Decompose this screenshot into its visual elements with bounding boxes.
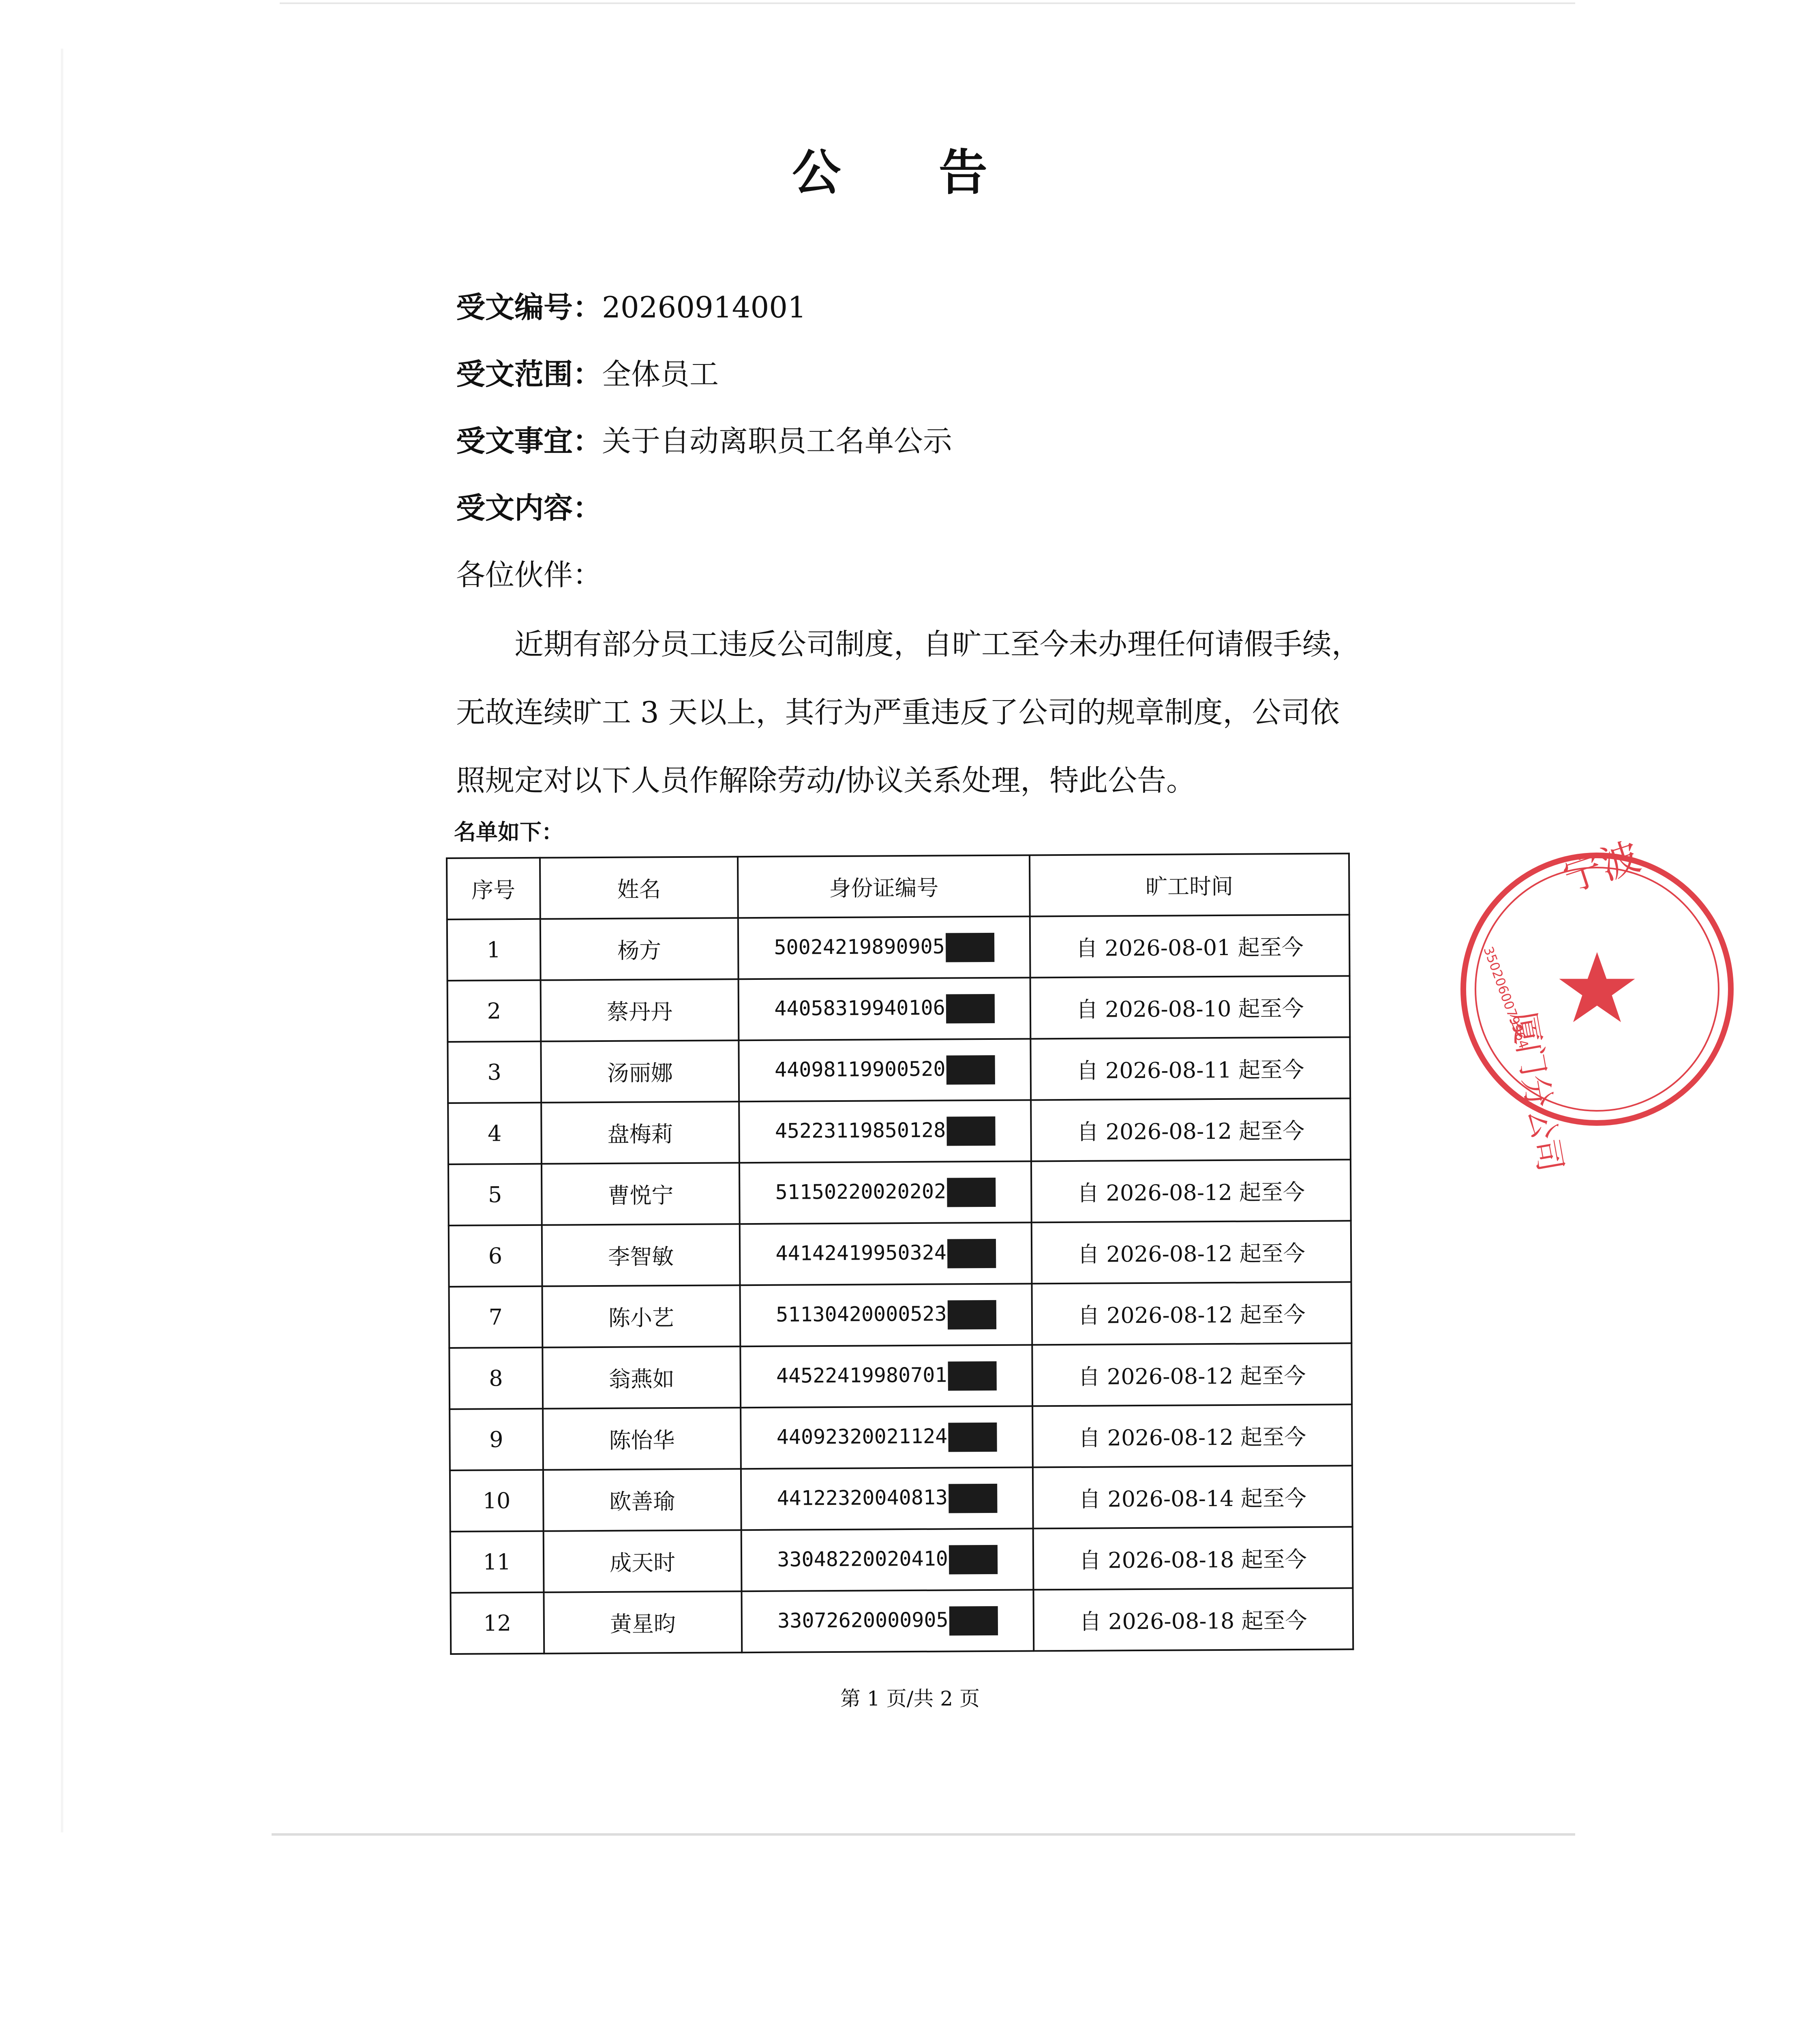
cell-no-text: 8 bbox=[489, 1365, 503, 1391]
paragraph-line: 近期有部分员工违反公司制度，自旷工至今未办理任何请假手续， bbox=[514, 627, 1361, 661]
cell-period bbox=[1032, 1282, 1351, 1345]
cell-name-text: 李智敏 bbox=[608, 1244, 674, 1270]
cell-id-text: 45223119850128 bbox=[775, 1118, 946, 1143]
cell-id bbox=[741, 1406, 1033, 1469]
cell-id bbox=[739, 1039, 1031, 1101]
cell-name-text: 盘梅莉 bbox=[607, 1121, 673, 1147]
cell-id-text: 44142419950324 bbox=[775, 1241, 947, 1265]
cell-name-text: 翁燕如 bbox=[608, 1366, 674, 1392]
cell-period bbox=[1032, 1343, 1352, 1406]
redaction-block bbox=[948, 1422, 997, 1452]
cell-no bbox=[449, 1225, 542, 1287]
doc-subject-label: 受文事宜： bbox=[456, 424, 602, 458]
employee-table bbox=[446, 853, 1354, 1655]
paragraph-line: 无故连续旷工 3 天以上，其行为严重违反了公司的规章制度，公司依 bbox=[456, 695, 1340, 729]
doc-number-row bbox=[456, 284, 806, 326]
paragraph-line: 照规定对以下人员作解除劳动/协议关系处理，特此公告。 bbox=[456, 763, 1196, 797]
table-row bbox=[450, 1588, 1353, 1654]
cell-name bbox=[542, 1163, 740, 1225]
cell-period-text: 自 2026-08-12 起至今 bbox=[1077, 1301, 1306, 1328]
cell-name bbox=[543, 1530, 742, 1592]
cell-period bbox=[1030, 976, 1350, 1039]
cell-name-text: 曹悦宁 bbox=[608, 1183, 674, 1208]
salutation: 各位伙伴： bbox=[456, 558, 602, 592]
cell-name bbox=[540, 979, 739, 1041]
seal-top-text: 宁波 bbox=[1557, 834, 1646, 901]
seal-serial-text: 3502060079964 bbox=[1480, 944, 1532, 1051]
redaction-block bbox=[947, 1238, 996, 1268]
cell-no-text: 4 bbox=[488, 1121, 502, 1146]
cell-period bbox=[1033, 1588, 1353, 1651]
cell-no bbox=[448, 1103, 541, 1164]
cell-name bbox=[541, 1101, 740, 1164]
cell-period-text: 自 2026-08-12 起至今 bbox=[1078, 1363, 1306, 1390]
table-row bbox=[448, 1098, 1351, 1164]
cell-name-text: 杨方 bbox=[617, 938, 662, 964]
cell-no bbox=[450, 1409, 543, 1470]
doc-number-value: 20260914001 bbox=[602, 290, 806, 324]
redaction-block bbox=[946, 994, 995, 1023]
seal-branch-text: 厦门分公司 bbox=[1504, 1008, 1570, 1175]
cell-period-text: 自 2026-08-18 起至今 bbox=[1079, 1607, 1307, 1635]
cell-name-text: 成天时 bbox=[609, 1550, 676, 1576]
cell-name bbox=[544, 1591, 742, 1654]
cell-id bbox=[740, 1283, 1032, 1346]
table-row bbox=[449, 1221, 1351, 1287]
scan-edge-left bbox=[61, 49, 63, 1832]
cell-no-text: 2 bbox=[487, 998, 501, 1024]
cell-id-text: 51130420000523 bbox=[776, 1302, 947, 1326]
cell-period bbox=[1033, 1527, 1353, 1590]
cell-id-text: 44058319940106 bbox=[774, 996, 945, 1020]
cell-no-text: 10 bbox=[482, 1488, 511, 1514]
scan-edge-bottom bbox=[272, 1833, 1575, 1836]
redaction-block bbox=[949, 1483, 997, 1513]
cell-no bbox=[448, 980, 541, 1042]
cell-id bbox=[741, 1467, 1033, 1530]
cell-period-text: 自 2026-08-14 起至今 bbox=[1079, 1485, 1307, 1512]
cell-id-text: 33072620000905 bbox=[777, 1608, 949, 1633]
cell-no bbox=[449, 1286, 542, 1348]
redaction-block bbox=[949, 1545, 998, 1574]
cell-no bbox=[447, 919, 540, 981]
cell-name-text: 陈怡华 bbox=[609, 1427, 675, 1453]
cell-id-text: 44122320040813 bbox=[777, 1485, 948, 1510]
cell-id bbox=[741, 1528, 1033, 1591]
redaction-block bbox=[947, 1177, 996, 1207]
doc-scope-row bbox=[456, 351, 719, 393]
cell-no bbox=[450, 1470, 543, 1532]
cell-id-text: 51150220020202 bbox=[775, 1179, 946, 1204]
doc-content-label: 受文内容： bbox=[456, 491, 602, 525]
cell-id bbox=[742, 1590, 1034, 1652]
redaction-block bbox=[946, 1055, 995, 1084]
cell-period bbox=[1032, 1404, 1352, 1467]
cell-name bbox=[542, 1224, 740, 1286]
cell-name-text: 蔡丹丹 bbox=[606, 999, 673, 1025]
cell-no bbox=[448, 1164, 542, 1226]
cell-name bbox=[542, 1285, 741, 1348]
cell-no bbox=[450, 1531, 544, 1593]
cell-id bbox=[741, 1345, 1032, 1408]
doc-scope-value: 全体员工 bbox=[602, 357, 719, 391]
scan-edge-top bbox=[280, 2, 1575, 4]
doc-number-label: 受文编号： bbox=[456, 290, 602, 324]
cell-name-text: 陈小艺 bbox=[608, 1305, 674, 1331]
redaction-block bbox=[946, 1116, 995, 1146]
doc-content-row bbox=[456, 484, 602, 527]
table-row bbox=[448, 976, 1350, 1042]
cell-id-text: 44092320021124 bbox=[776, 1424, 948, 1449]
cell-id bbox=[740, 1222, 1032, 1285]
cell-no bbox=[448, 1041, 541, 1103]
document-title: 公 告 bbox=[792, 144, 1028, 201]
cell-id bbox=[739, 1161, 1031, 1224]
list-label: 名单如下： bbox=[454, 819, 563, 845]
cell-period-text: 自 2026-08-10 起至今 bbox=[1076, 995, 1304, 1022]
cell-period bbox=[1031, 1098, 1351, 1161]
company-seal bbox=[1451, 834, 1743, 1175]
cell-period-text: 自 2026-08-12 起至今 bbox=[1078, 1424, 1306, 1451]
cell-name bbox=[541, 1040, 739, 1103]
cell-no-text: 1 bbox=[486, 937, 501, 963]
cell-period bbox=[1030, 915, 1349, 977]
table-row bbox=[449, 1343, 1352, 1409]
cell-period-text: 自 2026-08-12 起至今 bbox=[1077, 1118, 1305, 1145]
notice-paragraph bbox=[456, 610, 1376, 814]
column-header-name: 姓名 bbox=[540, 857, 739, 919]
cell-period-text: 自 2026-08-01 起至今 bbox=[1076, 934, 1304, 961]
cell-id-text: 44098119900520 bbox=[774, 1057, 946, 1082]
cell-id-text: 50024219890905 bbox=[774, 934, 945, 959]
cell-period bbox=[1030, 1037, 1350, 1100]
cell-no-text: 7 bbox=[488, 1304, 503, 1330]
table-row bbox=[449, 1282, 1352, 1348]
cell-period bbox=[1031, 1159, 1351, 1222]
cell-id bbox=[739, 977, 1030, 1040]
cell-id-text: 33048220020410 bbox=[777, 1547, 948, 1571]
doc-subject-row bbox=[456, 418, 952, 460]
cell-name bbox=[543, 1408, 741, 1470]
cell-period-text: 自 2026-08-18 起至今 bbox=[1079, 1546, 1307, 1573]
cell-no-text: 12 bbox=[483, 1610, 512, 1636]
redaction-block bbox=[947, 1300, 996, 1329]
cell-period bbox=[1031, 1221, 1351, 1283]
redaction-block bbox=[948, 1361, 996, 1391]
column-header-id: 身份证编号 bbox=[738, 855, 1030, 918]
cell-id bbox=[738, 916, 1030, 979]
cell-period-text: 自 2026-08-12 起至今 bbox=[1077, 1179, 1305, 1206]
table-row bbox=[448, 1037, 1350, 1103]
cell-no bbox=[450, 1592, 544, 1654]
cell-name-text: 欧善瑜 bbox=[609, 1489, 675, 1515]
table-row bbox=[448, 1159, 1351, 1226]
cell-name-text: 黄星昀 bbox=[610, 1611, 676, 1637]
column-header-no: 序号 bbox=[447, 858, 540, 919]
cell-no-text: 6 bbox=[488, 1243, 503, 1269]
table-row bbox=[450, 1466, 1353, 1532]
table-row bbox=[450, 1404, 1352, 1470]
cell-no bbox=[449, 1348, 542, 1409]
seal-star-icon bbox=[1560, 953, 1634, 1022]
table-header-row bbox=[447, 853, 1349, 919]
redaction-block bbox=[949, 1606, 998, 1635]
table-row bbox=[450, 1527, 1353, 1593]
doc-scope-label: 受文范围： bbox=[456, 357, 602, 391]
cell-no-text: 3 bbox=[487, 1059, 501, 1085]
cell-name bbox=[543, 1469, 741, 1531]
cell-id-text: 44522419980701 bbox=[776, 1363, 947, 1388]
cell-period bbox=[1033, 1466, 1353, 1528]
cell-no-text: 11 bbox=[483, 1549, 511, 1575]
redaction-block bbox=[946, 932, 994, 962]
doc-subject-value: 关于自动离职员工名单公示 bbox=[602, 424, 953, 458]
cell-name bbox=[542, 1346, 741, 1409]
cell-name-text: 汤丽娜 bbox=[607, 1060, 673, 1086]
page-indicator: 第 1 页/共 2 页 bbox=[840, 1687, 980, 1710]
cell-name bbox=[540, 918, 739, 980]
cell-id bbox=[739, 1100, 1031, 1163]
cell-no-text: 5 bbox=[488, 1182, 502, 1208]
cell-period-text: 自 2026-08-12 起至今 bbox=[1077, 1240, 1305, 1267]
table-row bbox=[447, 915, 1350, 981]
column-header-period: 旷工时间 bbox=[1030, 853, 1349, 916]
cell-no-text: 9 bbox=[489, 1427, 503, 1453]
cell-period-text: 自 2026-08-11 起至今 bbox=[1076, 1056, 1304, 1084]
